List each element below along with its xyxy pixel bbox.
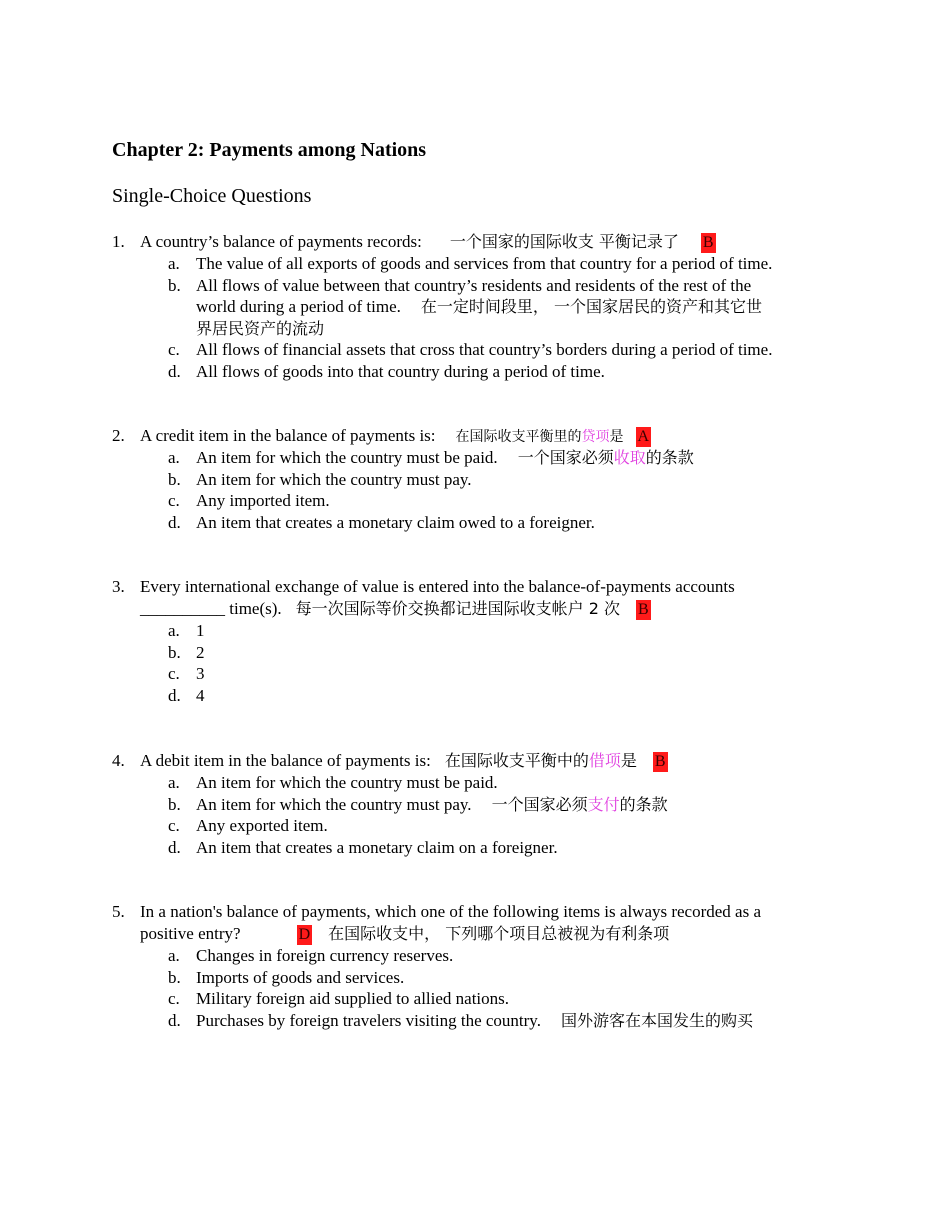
option-b: b. All flows of value between that country’s residents and residents of the rest of the	[168, 275, 752, 295]
option-text: The value of all exports of goods and services from that country for a period of time.	[196, 254, 773, 273]
section-title: Single-Choice Questions	[112, 185, 312, 207]
option-c: c. 3	[168, 664, 205, 683]
option-c: c. Military foreign aid supplied to allied nations.	[168, 989, 510, 1008]
option-text: All flows of financial assets that cross that country’s borders during a period of time.	[196, 340, 773, 359]
question-text: In a nation's balance of payments, which one of the following items is always recorded as a	[140, 902, 762, 921]
option-translation-continued: 界居民资产的流动	[196, 318, 325, 338]
option-d: d. An item that creates a monetary claim owed to a foreigner.	[168, 512, 595, 532]
question-number: 1.	[112, 232, 125, 251]
option-b: b. An item for which the country must pay. 一个国家必须支付的条款	[168, 794, 668, 814]
chapter-title: Chapter 2: Payments among Nations	[112, 139, 427, 161]
question-text: A credit item in the balance of payments is:	[140, 426, 436, 445]
option-d: d. 4	[168, 685, 205, 705]
option-text: An item for which the country must pay.	[196, 469, 472, 489]
option-text: 4	[196, 685, 205, 705]
question-1	[112, 231, 842, 382]
option-translation: 在一定时间段里， 一个国家居民的资产和其它世	[420, 297, 762, 316]
question-number: 2.	[112, 426, 125, 445]
option-text: An item for which the country must be paid.	[196, 448, 498, 467]
question-translation: 在国际收支中， 下列哪个项目总被视为有利条项	[328, 924, 670, 943]
option-text: Any exported item.	[196, 816, 328, 835]
option-d: d. All flows of goods into that country during a period of time.	[168, 361, 605, 381]
option-text: Purchases by foreign travelers visiting the country.	[196, 1010, 541, 1030]
answer-badge: B	[638, 601, 649, 618]
question-number: 3.	[112, 577, 125, 596]
question-number: 4.	[112, 751, 125, 770]
option-text: All flows of goods into that country during a period of time.	[196, 361, 605, 381]
option-c: c. Any exported item.	[168, 816, 328, 835]
option-d: d. An item that creates a monetary claim on a foreigner.	[168, 837, 558, 857]
answer-badge: B	[702, 234, 714, 251]
option-text: An item that creates a monetary claim owed to a foreigner.	[196, 512, 595, 532]
question-translation: 每一次国际等价交换都记进国际收支帐户 2 次	[295, 599, 621, 618]
option-c: c. All flows of financial assets that cross that country’s borders during a period of time.	[168, 340, 773, 359]
option-a: a. Changes in foreign currency reserves.	[168, 946, 454, 965]
question-text: A country’s balance of payments records:	[140, 232, 422, 251]
question-translation: 一个国家的国际收支 平衡记录了	[449, 232, 679, 251]
option-b-continued	[112, 296, 842, 318]
option-b: b. An item for which the country must pay.	[168, 469, 472, 489]
option-b: b. Imports of goods and services.	[168, 967, 405, 987]
highlighted-term: 借项	[588, 751, 621, 770]
option-b: b. 2	[168, 642, 205, 662]
highlighted-term: 贷项	[581, 429, 610, 445]
option-a: a. An item for which the country must be paid. 一个国家必须收取的条款	[168, 448, 694, 467]
highlighted-term: 支付	[587, 794, 620, 814]
highlighted-term: 收取	[613, 448, 646, 467]
question-5	[112, 901, 842, 1031]
option-a: a. An item for which the country must be paid.	[168, 773, 498, 792]
option-text: 3	[196, 664, 205, 683]
question-text-continued: positive entry?	[140, 924, 241, 943]
option-b-translation-continued	[112, 318, 842, 340]
option-text: 1	[196, 621, 205, 640]
option-a: a. The value of all exports of goods and services from that country for a period of time.	[168, 254, 773, 273]
option-text: An item that creates a monetary claim on a foreigner.	[196, 837, 558, 857]
option-text: Imports of goods and services.	[196, 967, 405, 987]
answer-badge: A	[637, 428, 650, 445]
option-text: 2	[196, 642, 205, 662]
question-number: 5.	[112, 902, 125, 921]
option-translation: 国外游客在本国发生的购买	[560, 1010, 753, 1030]
option-text: An item for which the country must pay.	[196, 794, 472, 814]
question-text: Every international exchange of value is entered into the balance-of-payments accounts	[140, 577, 735, 596]
option-c: c. Any imported item.	[168, 491, 330, 510]
question-2: 2. A credit item in the balance of payments is: 在国际收支平衡里的贷项是 A a. An item for which the country must be paid. 一个国家必须收取的条款 b. An item for which the country must pay. c. Any imported item. d. An item that creates a monetary claim owed to a foreigner.	[112, 425, 842, 533]
option-text: Any imported item.	[196, 491, 330, 510]
question-text: A debit item in the balance of payments is:	[140, 751, 431, 770]
option-a: a. 1	[168, 621, 205, 640]
option-text: An item for which the country must be paid.	[196, 773, 498, 792]
answer-badge: B	[654, 753, 666, 770]
option-text: All flows of value between that country’s residents and residents of the rest of the	[196, 275, 752, 295]
answer-badge: D	[298, 926, 311, 943]
option-text: Changes in foreign currency reserves.	[196, 946, 454, 965]
question-3	[112, 576, 842, 706]
option-text: Military foreign aid supplied to allied nations.	[196, 989, 510, 1008]
option-text-continued: world during a period of time.	[196, 297, 401, 316]
question-text-continued: __________ time(s).	[140, 599, 282, 618]
option-d: d. Purchases by foreign travelers visiting the country. 国外游客在本国发生的购买	[168, 1010, 753, 1030]
question-4: 4. A debit item in the balance of payments is: 在国际收支平衡中的借项是 B a. An item for which the country must be paid. b. An item for which the country must pay. 一个国家必须支付的条款 c. Any exported item. d. An item that creates a monetary claim on a foreigner.	[112, 750, 842, 858]
